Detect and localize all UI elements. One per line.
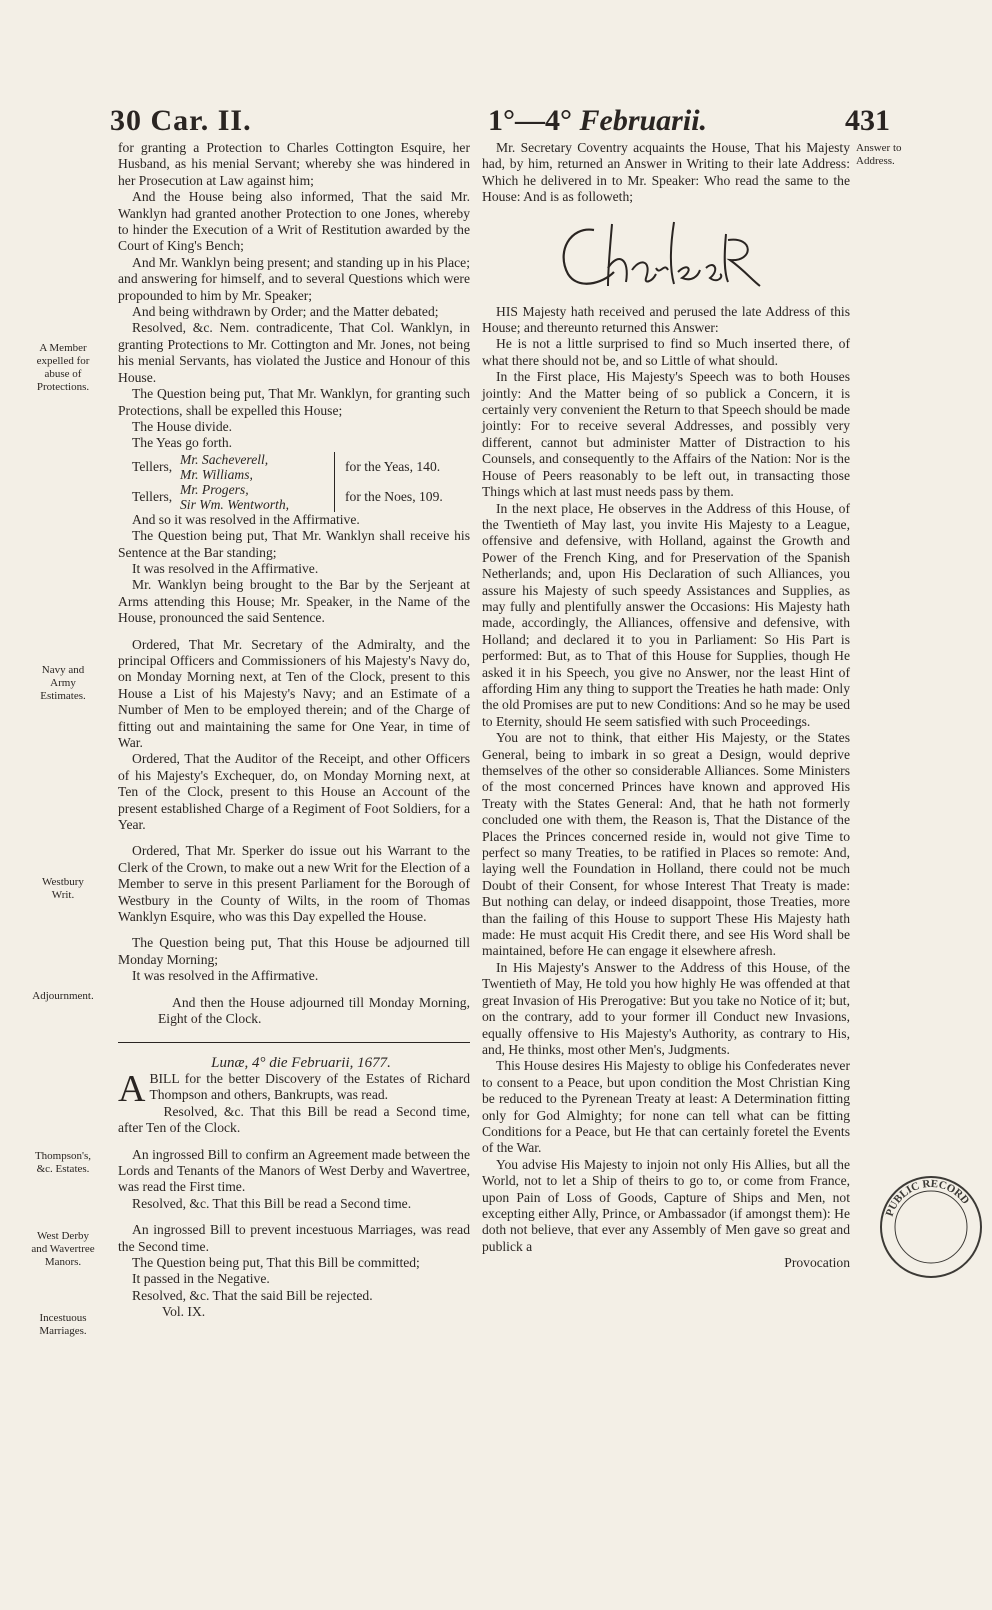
left-column [118,140,470,1321]
paragraph: The Question being put, That Mr. Wanklyn, for granting such Protections, shall be expelled this House; [118,386,470,418]
adjournment-line: And then the House adjourned till Monday Morning, Eight of the Clock. [158,994,470,1027]
paragraph: An ingrossed Bill to confirm an Agreement made between the Lords and Tenants of the Manors of West Derby and Wavertree, was read the First time. [118,1146,470,1195]
margin-note-adjournment: Adjournment. [32,990,94,1002]
paragraph: You advise His Majesty to injoin not only His Allies, but all the World, not to let a Ship of theirs to go to, or come from France, upon Pain of Loss of Goods, Capture of Ships and Men, not excepting either Ally, Prince, or Ambassador (if amongst them): He doth not believe, that ever any Assembly of Men gave so great and publick a [482,1156,850,1254]
margin-note-westderby: West Derby and Wavertree Manors. [31,1230,95,1268]
month-name: Februarii. [579,104,708,137]
paragraph: And being withdrawn by Order; and the Matter debated; [132,304,439,320]
regnal-year: 30 Car. II. [110,104,252,137]
paragraph: The Yeas go forth. [132,435,233,451]
margin-note-answer: Answer to Address. [856,142,902,167]
svg-text:PUBLIC RECORD [884,1178,972,1218]
paragraph: He is not a little surprised to find so Much inserted there, of what there should not be, and so Little of what should. [482,336,850,368]
paragraph: The Question being put, That this House be adjourned till Monday Morning; [118,935,470,967]
stamp-text: PUBLIC RECORD [883,1177,972,1219]
paragraph [118,1067,470,1110]
paragraph: In the First place, His Majesty's Speech was to both Houses jointly: And the Matter being of so publick a Concern, it is certainly very convenient the Return to that Speech should be made jointly: For to receive several Addresses, and possibly very different, cannot but administer Matter of Distraction to his Counsels, and consequently to the Affairs of the Nation: Nor is the House of Peers reasonably to be left out, in transacting those Things which at last must needs pass by them. [482,369,850,500]
order: Ordered, That the Auditor of the Receipt, and other Officers of his Majesty's Exchequer, do, on Monday Morning next, at Ten of the Clock, present to this House an Account of the present established Charge of a Regiment of Foot Soldiers, for a Year. [118,751,470,833]
signature-icon [548,212,768,298]
paragraph: The Question being put, That Mr. Wanklyn shall receive his Sentence at the Bar standing; [118,528,470,560]
paragraph: Mr. Secretary Coventry acquaints the House, That his Majesty had, by him, returned an Answer in Writing to their late Address: Which he delivered in to Mr. Speaker: Who read the same to the House: And is as followeth; [482,140,850,205]
royal-signature [482,212,850,298]
resolution: Resolved, &c. That this Bill be read a Second time, after Ten of the Clock. [118,1103,470,1136]
teller-name: Sir Wm. Wentworth, [180,496,290,512]
teller-name: Mr. Progers, [180,481,249,497]
paragraph: It was resolved in the Affirmative. [132,968,319,984]
resolution: Resolved, &c. Nem. contradicente, That Col. Wanklyn, in granting Protections to Mr. Cottington and Mr. Jones, not being his menial Servants, has violated the Justice and Honour of this House. [118,320,470,385]
order: Ordered, That Mr. Sperker do issue out his Warrant to the Clerk of the Crown, to make out a new Writ for the Election of a Member to serve in this present Parliament for the Borough of Westbury in the County of Wilts, in the room of Thomas Wanklyn Esquire, who was this Day expelled the House. [118,843,470,925]
page-header [110,104,890,144]
margin-note-thompson: Thompson's, &c. Estates. [34,1150,92,1175]
section-rule [118,1042,470,1043]
drop-cap: A [118,1067,146,1110]
paragraph: And so it was resolved in the Affirmative. [132,511,360,527]
page-number: 431 [845,104,890,137]
teller-name: Mr. Sacheverell, [180,451,269,467]
paragraph: And Mr. Wanklyn being present; and standing up in his Place; and answering for himself, and to several Questions which were propounded to him by Mr. Speaker; [118,254,470,303]
catchword: Provocation [784,1255,850,1271]
paragraph: In the next place, He observes in the Address of this House, of the Twentieth of May last, you invite His Majesty to a League, offensive and defensive, with Holland, against the Growth and Power of the French King, and for Preservation of the Spanish Netherlands; and, upon His Declaration of such Alliances, you assure his Majesty of such speedy Assistances and Supplies, as may fully and plentifully answer the Occasions: His Majesty hath made, accordingly, the Alliances, offensive and defensive, with Holland; and declared it to you in Parliament: So His Part is performed: But, as to That of this House for Supplies, though He asked it in his Speech, you give no Answer, nor the least Hint of affording Him any thing to support the Treaties he hath made: Only the old Promises are put to new Conditions: And so he may be used to Eternity, should He seem satisfied with such Proceedings. [482,500,850,729]
resolution: Resolved, &c. That the said Bill be rejected. [132,1287,373,1303]
paragraph: It was resolved in the Affirmative. [132,560,319,576]
tellers-yeas [132,452,470,482]
margin-note-expelled: A Member expelled for abuse of Protections. [36,342,90,393]
paragraph: The House divide. [132,418,233,434]
paragraph: An ingrossed Bill to prevent incestuous Marriages, was read the Second time. [118,1222,470,1254]
paragraph: HIS Majesty hath received and perused the late Address of this House; and thereunto returned this Answer: [482,303,850,336]
paragraph: It passed in the Negative. [132,1271,270,1287]
division-result: for the Yeas, 140. [345,458,441,474]
resolution: Resolved, &c. That this Bill be read a Second time. [132,1195,412,1211]
teller-name: Mr. Williams, [180,466,253,482]
order: Ordered, That Mr. Secretary of the Admiralty, and the principal Officers and Commissioners of his Majesty's Navy do, on Monday Morning next, at Ten of the Clock, present to this House a List of his Majesty's Navy; and an Estimate of a Number of Men to be employed therein; and of the Charge of fitting out and maintaining the same for One Year, in time of War. [118,636,470,750]
margin-note-westbury: Westbury Writ. [42,876,84,901]
paragraph: Mr. Wanklyn being brought to the Bar by the Serjeant at Arms attending this House; Mr. Speaker, in the Name of the House, pronounced the said Sentence. [118,577,470,626]
tellers-label: Tellers, [132,458,173,474]
division-result: for the Noes, 109. [345,488,443,504]
margin-note-navy: Navy and Army Estimates. [40,664,86,702]
paragraph: for granting a Protection to Charles Cottington Esquire, her Husband, as his menial Servant; whereby she was hindered in her Prosecution at Law against him; [118,140,470,188]
volume-mark: Vol. IX. [162,1304,206,1320]
date-range: 1°—4° [488,104,572,137]
margin-note-incestuous: Incestuous Marriages. [39,1312,87,1337]
record-stamp-icon [876,1172,986,1282]
tellers-noes [132,482,470,512]
paragraph: And the House being also informed, That the said Mr. Wanklyn had granted another Protection to one Jones, whereby to hinder the Execution of a Writ of Restitution awarded by the Court of King's Bench; [118,189,470,254]
right-column [482,140,850,1272]
day-heading: Lunæ, 4° die Februarii, 1677. [211,1054,391,1071]
running-date [488,104,707,138]
paragraph: The Question being put, That this Bill be committed; [132,1254,420,1270]
tellers-label: Tellers, [132,488,173,504]
paragraph: In His Majesty's Answer to the Address of this House, of the Twentieth of May, He told you how highly He was offended at that great Invasion of His Prerogative: But you take no Notice of it; but, on the contrary, add to your former ill Conduct new Invasions, equally offensive to His Majesty's Authority, as contrary to His, and, He thinks, most other Men's, Judgments. [482,959,850,1057]
teller-names [180,482,335,512]
paragraph-text: BILL for the better Discovery of the Estates of Richard Thompson and others, Bankrupts, was read. [149,1070,470,1103]
teller-names [180,452,335,482]
paragraph: You are not to think, that either His Majesty, or the States General, being to imbark in so great a Design, would deprive themselves of the other so considerable Alliances. Some Ministers of the most concerned Princes have known and approved His Treaty with the States General: And, that he hath not formerly concluded one with them, the Reason is, That the Distance of the Places the Princes concerned reside in, would not give Time to perfect so many Treaties, to be ratified in Places so remote: And, laying well the Foundation in Holland, there could not be much Doubt of their Consent, for whose Interest That Treaty is made: But nothing can delay, or indeed disappoint, those Treaties, more than the failing of this House to support These His Majesty hath made: He must acquit His Credit there, and see His Word shall be maintained, before He can engage it elsewhere afresh. [482,730,850,959]
paragraph: This House desires His Majesty to oblige his Confederates never to consent to a Peace, but upon condition the Most Christian King be reduced to the Pyrenean Treaty at least: A Determination fitting only for God Almighty; for none can tell what can be fitting Conditions for a Peace, but He that can certainly foretel the Events of the War. [482,1058,850,1156]
